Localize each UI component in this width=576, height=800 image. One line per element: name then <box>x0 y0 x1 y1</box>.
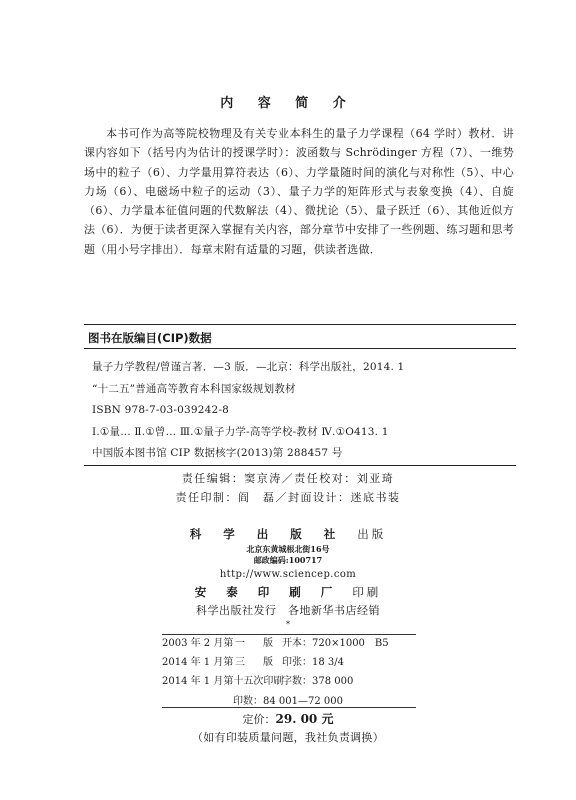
printing-date: 2014 年 1 月第十五次印刷 <box>162 676 284 687</box>
edition-spec: 印张：18 3/4 <box>282 657 344 668</box>
cip-top-rule <box>84 324 516 325</box>
price-top-rule <box>162 707 416 708</box>
cip-heading: 图书在版编目(CIP)数据 <box>88 331 212 345</box>
cip-heading-rule <box>84 348 516 349</box>
edition-number: 一 <box>235 638 245 649</box>
edition-top-rule <box>162 634 416 635</box>
publisher-name: 科 学 出 版 社 <box>189 527 345 541</box>
publisher-url: http://www.sciencep.com <box>219 569 357 580</box>
cip-line-isbn: ISBN 978-7-03-039242-8 <box>92 404 230 416</box>
price-line <box>0 710 576 727</box>
distributor-line: 科学出版社发行 各地新华书店经销 <box>196 604 380 617</box>
edition-date: 2014 年 1 月第 <box>162 657 234 668</box>
printer-line <box>0 584 576 600</box>
edition-row-first <box>162 636 422 652</box>
price-label: 定价： <box>242 713 276 726</box>
printer-suffix: 印刷 <box>352 585 382 599</box>
intro-title: 内 容 简 介 <box>220 96 356 111</box>
publisher-suffix: 出版 <box>357 527 387 541</box>
printer-name: 安 泰 印 刷 厂 <box>194 585 341 599</box>
edition-number: 三 <box>235 657 245 668</box>
edition-unit: 版 <box>263 638 273 649</box>
cip-line-series: “十二五”普通高等教育本科国家级规划教材 <box>92 382 296 395</box>
print-count: 印数：84 001—72 000 <box>233 696 343 707</box>
quality-note: （如有印装质量问题，我社负责调换） <box>191 731 385 744</box>
cip-block <box>92 357 512 465</box>
cip-line-classification: Ⅰ.①量… Ⅱ.①曾… Ⅲ.①量子力学-高等学校-教材 Ⅳ.①O413. 1 <box>92 425 389 438</box>
edition-date: 2003 年 2 月第 <box>162 638 234 649</box>
edition-row-printing <box>162 674 422 690</box>
editor-credits-line2: 责任印制：阎 磊／封面设计：迷底书装 <box>175 491 401 504</box>
intro-body: 本书可作为高等院校物理及有关专业本科生的量子力学课程（64 学时）教材．讲课内容如下（括号内为估计的授课学时）：波函数与 Schrödinger 方程（7）、一维势场中的粒子（6）、力学量用算符表达（6）、力学量随时间的演化与对称性（5）、中心力场（6）、电磁场中粒子的运动（3）、量子力学的矩阵形式与表象变换（4）、自旋（6）、力学量本征值问题的代数解法（4）、微扰论（5）、量子跃迁（6）、其他近似方法（6）．为便于读者更深入掌握有关内容，部分章节中安排了一些例题、练习题和思考题（用小号字排出）．每章末附有适量的习题，供读者选做． <box>84 127 514 256</box>
edition-row-third <box>162 655 422 671</box>
publisher-address: 北京东黄城根北街16号 <box>246 544 330 554</box>
edition-unit: 版 <box>263 657 273 668</box>
section-star: * <box>286 620 290 629</box>
price-value: 29. 00 元 <box>275 712 334 726</box>
cip-line-title: 量子力学教程/曾谨言著．—3 版．—北京：科学出版社，2014. 1 <box>92 361 405 373</box>
cip-bottom-rule <box>84 465 516 466</box>
word-count: 字数：378 000 <box>282 676 354 687</box>
cip-line-record: 中国版本图书馆 CIP 数据核字(2013)第 288457 号 <box>92 447 343 459</box>
publisher-line <box>0 526 576 542</box>
publisher-postcode: 邮政编码:100717 <box>253 555 323 565</box>
edition-spec: 开本：720×1000 B5 <box>282 638 389 649</box>
editor-credits-line1: 责任编辑：窦京涛／责任校对：刘亚琦 <box>181 472 395 485</box>
